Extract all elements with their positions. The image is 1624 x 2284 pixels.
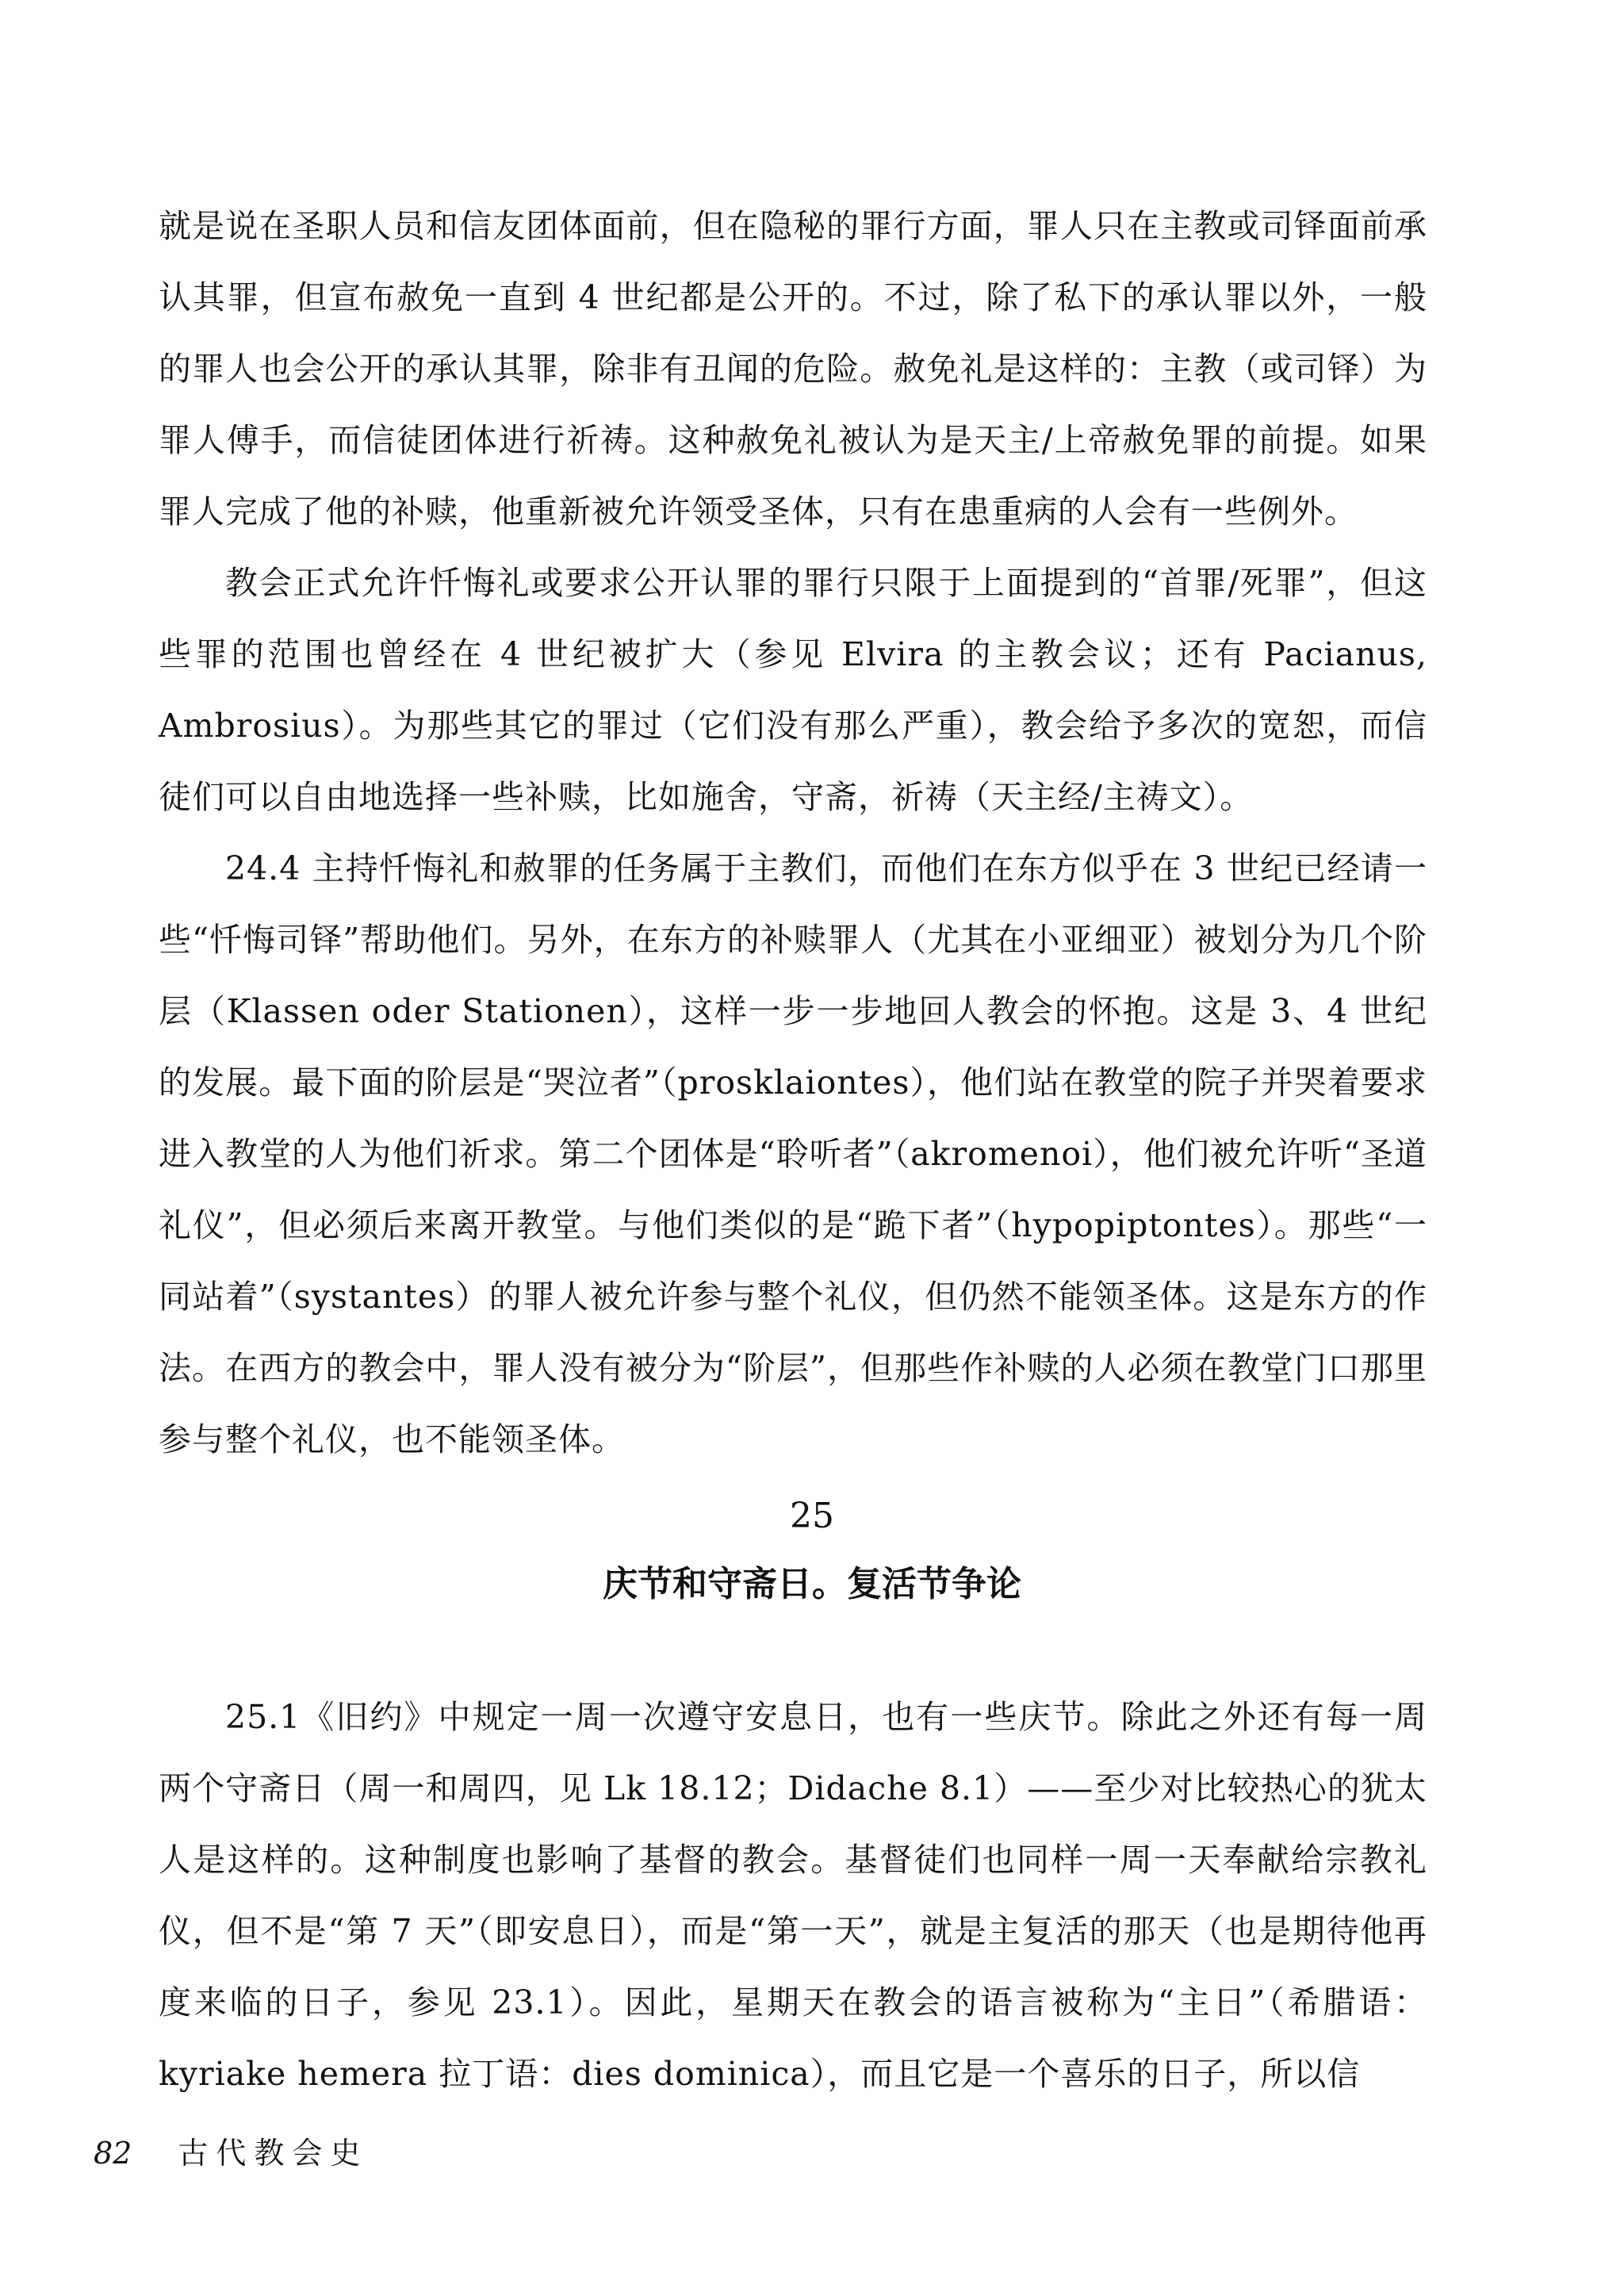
running-book-title: 古代教会史 (178, 2136, 369, 2171)
paragraph-25-1: 25.1《旧约》中规定一周一次遵守安息日，也有一些庆节。除此之外还有每一周两个守斋日（周一和周四，见 Lk 18.12；Didache 8.1）——至少对比较热心的犹太人是这样的。这种制度也影响了基督的教会。基督徒们也同样一周一天奉献给宗教礼仪，但不是“第 7 天”（即安息日），而是“第一天”，就是主复活的那天（也是期待他再度来临的日子，参见 23.1）。因此，星期天在教会的语言被称为“主日”（希腊语：kyriake hemera 拉丁语：dies dominica），而且它是一个喜乐的日子，所以信 (159, 1698, 1427, 2093)
page-footer (94, 2133, 368, 2173)
chapter-title: 庆节和守斋日。复活节争论 (603, 1564, 1021, 1604)
chapter-number: 25 (790, 1496, 834, 1536)
chapter-body-text (159, 1681, 1427, 2110)
page-number: 82 (94, 2136, 132, 2171)
paragraph-continuation: 就是说在圣职人员和信友团体面前，但在隐秘的罪行方面，罪人只在主教或司铎面前承认其罪，但宣布赦免一直到 4 世纪都是公开的。不过，除了私下的承认罪以外，一般的罪人也会公开的承认其罪，除非有丑闻的危险。赦免礼是这样的：主教（或司铎）为罪人傅手，而信徒团体进行祈祷。这种赦免礼被认为是天主/上帝赦免罪的前提。如果罪人完成了他的补赎，他重新被允许领受圣体，只有在患重病的人会有一些例外。 (159, 207, 1427, 531)
paragraph: 教会正式允许忏悔礼或要求公开认罪的罪行只限于上面提到的“首罪/死罪”，但这些罪的范围也曾经在 4 世纪被扩大（参见 Elvira 的主教会议；还有 Pacianus, Ambrosius）。为那些其它的罪过（它们没有那么严重），教会给予多次的宽恕，而信徒们可以自由地选择一些补赎，比如施舍，守斋，祈祷（天主经/主祷文）。 (159, 564, 1427, 816)
body-text (159, 190, 1427, 1475)
paragraph-24-4: 24.4 主持忏悔礼和赦罪的任务属于主教们，而他们在东方似乎在 3 世纪已经请一些“忏悔司铎”帮助他们。另外，在东方的补赎罪人（尤其在小亚细亚）被划分为几个阶层（Klassen oder Stationen），这样一步一步地回人教会的怀抱。这是 3、4 世纪的发展。最下面的阶层是“哭泣者”（prosklaiontes），他们站在教堂的院子并哭着要求进入教堂的人为他们祈求。第二个团体是“聆听者”（akromenoi），他们被允许听“圣道礼仪”，但必须后来离开教堂。与他们类似的是“跪下者”（hypopiptontes）。那些“一同站着”（systantes）的罪人被允许参与整个礼仪，但仍然不能领圣体。这是东方的作法。在西方的教会中，罪人没有被分为“阶层”，但那些作补赎的人必须在教堂门口那里参与整个礼仪，也不能领圣体。 (159, 849, 1427, 1458)
